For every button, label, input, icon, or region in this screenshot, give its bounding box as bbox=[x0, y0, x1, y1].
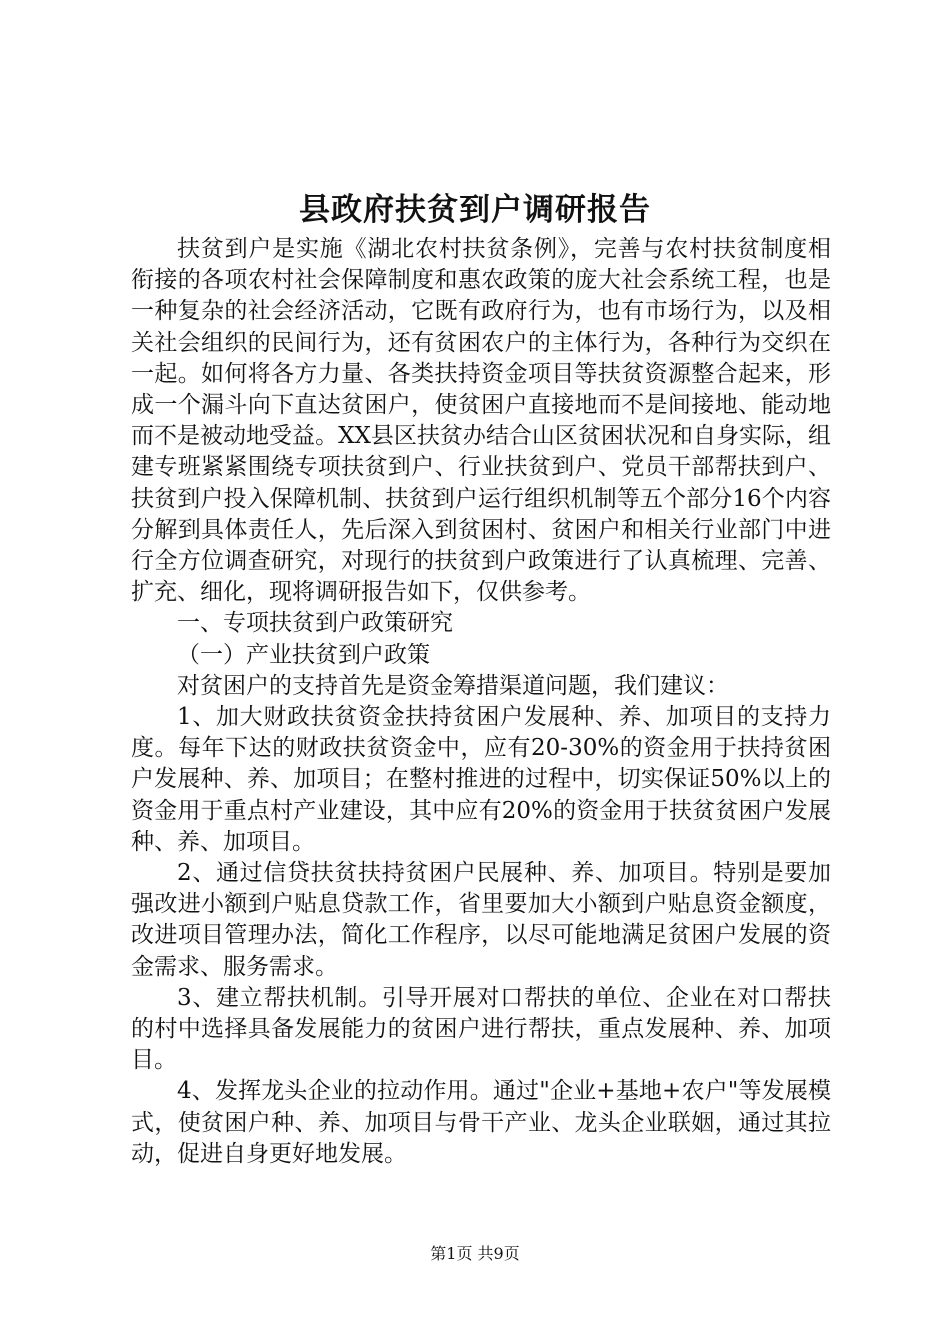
paragraph-item-1: 1、加大财政扶贫资金扶持贫困户发展种、养、加项目的支持力度。每年下达的财政扶贫资金中，应有20-30%的资金用于扶持贫困户发展种、养、加项目；在整村推进的过程中，切实保证50%以上的资金用于重点村产业建设，其中应有20%的资金用于扶贫贫困户发展种、养、加项目。 bbox=[131, 704, 831, 855]
paragraph-item-3: 3、建立帮扶机制。引导开展对口帮扶的单位、企业在对口帮扶的村中选择具备发展能力的贫困户进行帮扶，重点发展种、养、加项目。 bbox=[131, 984, 831, 1074]
document-title: 县政府扶贫到户调研报告 bbox=[299, 192, 651, 228]
subsection-heading-1: （一）产业扶贫到户政策 bbox=[177, 641, 430, 668]
page-footer: 第1页 共9页 bbox=[430, 1244, 520, 1263]
paragraph-intro: 扶贫到户是实施《湖北农村扶贫条例》，完善与农村扶贫制度相衔接的各项农村社会保障制度和惠农政策的庞大社会系统工程，也是一种复杂的社会经济活动，它既有政府行为，也有市场行为，以及相关社会组织的民间行为，还有贫困农户的主体行为，各种行为交织在一起。如何将各方力量、各类扶持资金项目等扶贫资源整合起来，形成一个漏斗向下直达贫困户，使贫困户直接地而不是间接地、能动地而不是被动地受益。XX县区扶贫办结合山区贫困状况和自身实际，组建专班紧紧围绕专项扶贫到户、行业扶贫到户、党员干部帮扶到户、扶贫到户投入保障机制、扶贫到户运行组织机制等五个部分16个内容分解到具体责任人，先后深入到贫困村、贫困户和相关行业部门中进行全方位调查研究，对现行的扶贫到户政策进行了认真梳理、完善、扩充、细化，现将调研报告如下，仅供参考。 bbox=[131, 236, 831, 606]
paragraph-suggestion-lead: 对贫困户的支持首先是资金筹措渠道问题，我们建议： bbox=[177, 672, 729, 699]
section-heading-1: 一、专项扶贫到户政策研究 bbox=[177, 610, 453, 637]
document-body bbox=[131, 234, 831, 1170]
paragraph-item-2: 2、通过信贷扶贫扶持贫困户民展种、养、加项目。特别是要加强改进小额到户贴息贷款工作，省里要加大小额到户贴息资金额度，改进项目管理办法，简化工作程序，以尽可能地满足贫困户发展的资金需求、服务需求。 bbox=[131, 860, 831, 980]
paragraph-item-4: 4、发挥龙头企业的拉动作用。通过"企业+基地+农户"等发展模式，使贫困户种、养、加项目与骨干产业、龙头企业联姻，通过其拉动，促进自身更好地发展。 bbox=[131, 1078, 831, 1167]
